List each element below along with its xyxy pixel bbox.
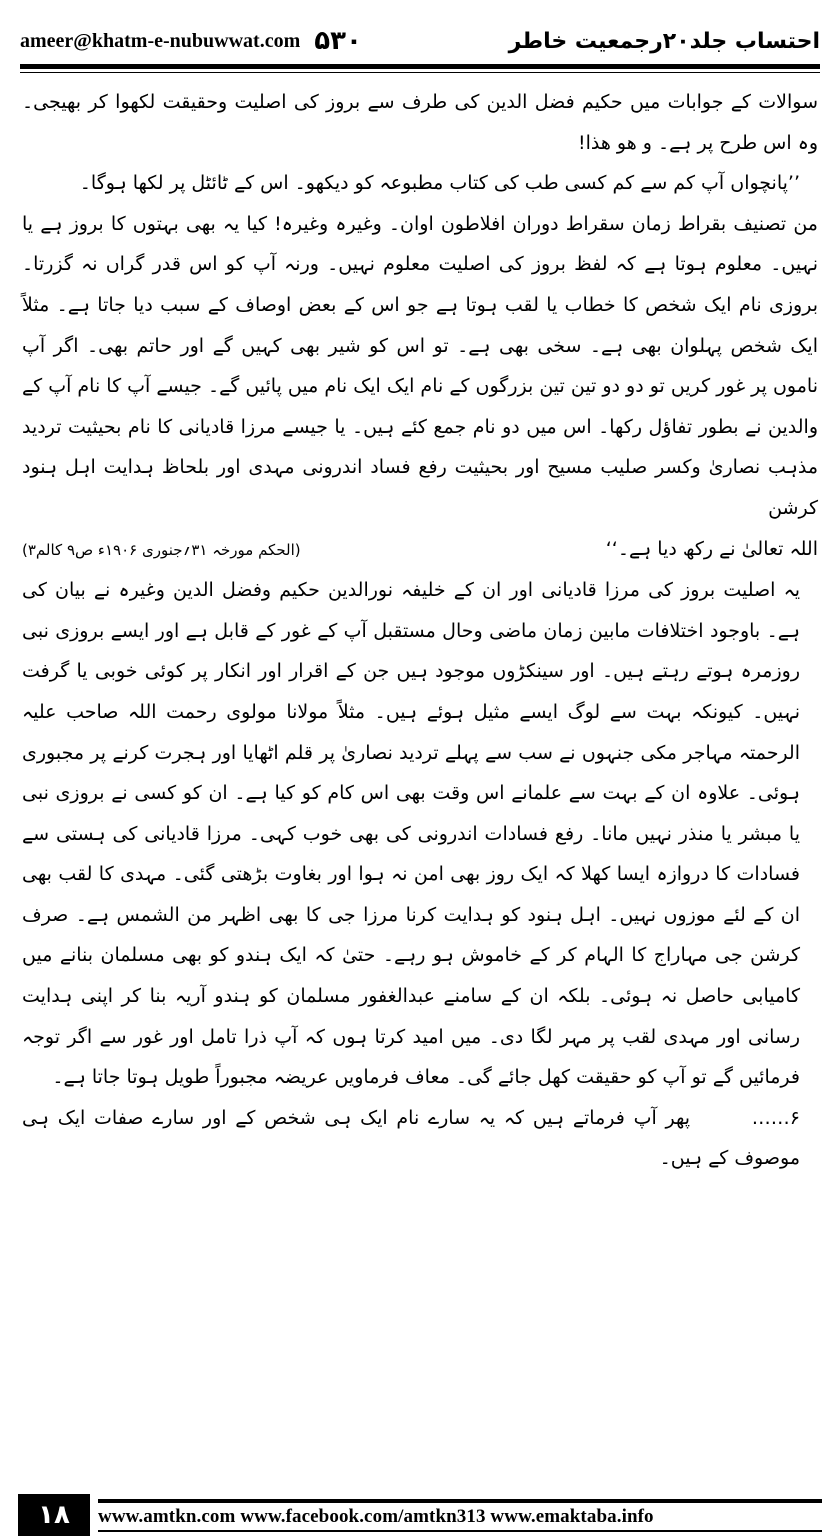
page-header: [20, 18, 820, 64]
page-number: ۵۳۰: [314, 26, 362, 56]
footer-links-area: [90, 1494, 822, 1536]
header-email: ameer@khatm-e-nubuwwat.com: [20, 29, 301, 52]
footer-urls: www.amtkn.com www.facebook.com/amtkn313 www.emaktaba.info: [98, 1505, 654, 1527]
paragraph-3: من تصنیف بقراط زمان سقراط دوران افلاطون اوان۔ وغیرہ وغیرہ! کیا یہ بھی بہتوں کا بروز ہے یا نہیں۔ معلوم ہوتا ہے کہ لفظ بروز کی اصلیت معلوم نہیں۔ ورنہ آپ کو اس قدر گراں نہ گزرتا۔ بروزی نام ایک شخص کا خطاب یا لقب ہوتا ہے جو اس کے بعض اوصاف کے سبب دیا جاتا ہے۔ مثلاً ایک شخص پہلوان بھی ہے۔ سخی بھی ہے۔ تو اس کو شیر بھی کہیں گے اور حاتم بھی۔ اگر آپ ناموں پر غور کریں تو دو دو تین تین بزرگوں کے نام ایک ایک نام میں پائیں گے۔ جیسے آپ کا نام آپ کے والدین نے بطور تفاؤل رکھا۔ اس میں دو نام جمع کئے ہیں۔ یا جیسے مرزا قادیانی کا نام بحیثیت تردید مذہب نصاریٰ وکسر صلیب مسیح اور بحیثیت رفع فساد اندرونی مہدی اور بلحاظ ہدایت اہل ہنود کرشن: [21, 212, 818, 519]
quote-end-line: [22, 529, 818, 571]
paragraph-6-text: پھر آپ فرماتے ہیں کہ یہ سارے نام ایک ہی شخص کے اور سارے صفات ایک ہی موصوف کے ہیں۔: [22, 1106, 800, 1170]
footer-rule-top: [98, 1499, 822, 1503]
header-rule-thin: [20, 72, 820, 73]
paragraph-2: ’’پانچواں آپ کم سے کم کسی طب کی کتاب مطبوعہ کو دیکھو۔ اس کے ٹائٹل پر لکھا ہوگا۔: [79, 172, 800, 195]
reference-citation: (الحکم مورخہ ۳۱؍جنوری ۱۹۰۶ء ص۹ کالم۳): [22, 540, 301, 559]
footer-page-box: ۱۸: [18, 1494, 90, 1536]
header-rule-thick: [20, 64, 820, 69]
paragraph-6: [22, 1098, 818, 1179]
book-title: احتساب جلد۲۰رجمعیت خاطر: [508, 28, 820, 54]
item-number: ۶……: [751, 1106, 800, 1129]
paragraph-4: اللہ تعالیٰ نے رکھ دیا ہے۔‘‘: [605, 537, 818, 560]
page-footer: [18, 1494, 822, 1536]
paragraph-5: یہ اصلیت بروز کی مرزا قادیانی اور ان کے خلیفہ نورالدین حکیم وفضل الدین وغیرہ نے بیان کی ہے۔ باوجود اختلافات مابین زمان ماضی وحال مستقبل آپ کے غور کے قابل ہے اور ایسے بروزی نبی روزمرہ ہوتے رہتے ہیں۔ اور سینکڑوں موجود ہیں جن کے اقرار اور انکار پر کوئی خوبی یا گرفت نہیں۔ کیونکہ بہت سے لوگ ایسے مثیل ہوئے ہیں۔ مثلاً مولانا مولوی رحمت اللہ صاحب علیہ الرحمتہ مہاجر مکی جنہوں نے سب سے پہلے تردید نصاریٰ پر قلم اٹھایا اور ہجرت کرنے پر مجبوری ہوئی۔ علاوہ ان کے بہت سے علمانے اس وقت بھی اس کام کو کیا ہے۔ ان کو کسی نے بروزی نبی یا مبشر یا منذر نہیں مانا۔ رفع فسادات اندرونی کی بھی خوب کہی۔ مرزا قادیانی کی ہستی سے فسادات کا دروازہ ایسا کھلا کہ ایک روز بھی امن نہ ہوا اور بغاوت بڑھتی گئی۔ مہدی کا لقب بھی ان کے لئے موزوں نہیں۔ اہل ہنود کو ہدایت کرنا مرزا جی کا بھی اظہر من الشمس ہے۔ صرف کرشن جی مہاراج کا الہام کر کے خاموش ہو رہے۔ حتیٰ کہ ایک ہندو کو بھی مسلمان بنانے میں کامیابی حاصل نہ ہوئی۔ بلکہ ان کے سامنے عبدالغفور مسلمان کو ہندو آریہ بنا کر اپنی ہدایت رسانی اور مہدی لقب پر مہر لگا دی۔ میں امید کرتا ہوں کہ آپ ذرا تامل اور غور سے اگر توجہ فرمائیں گے تو آپ کو حقیقت کھل جائے گی۔ معاف فرماویں عریضہ مجبوراً طویل ہوتا جاتا ہے۔: [22, 579, 800, 1089]
header-left: [20, 26, 362, 56]
footer-rule-bottom: [98, 1530, 822, 1532]
page-body: [22, 82, 818, 1179]
paragraph-1: سوالات کے جوابات میں حکیم فضل الدین کی طرف سے بروز کی اصلیت وحقیقت لکھوا کر بھیجی۔ وہ اس طرح پر ہے۔ و ھو ھذا!: [22, 91, 818, 154]
